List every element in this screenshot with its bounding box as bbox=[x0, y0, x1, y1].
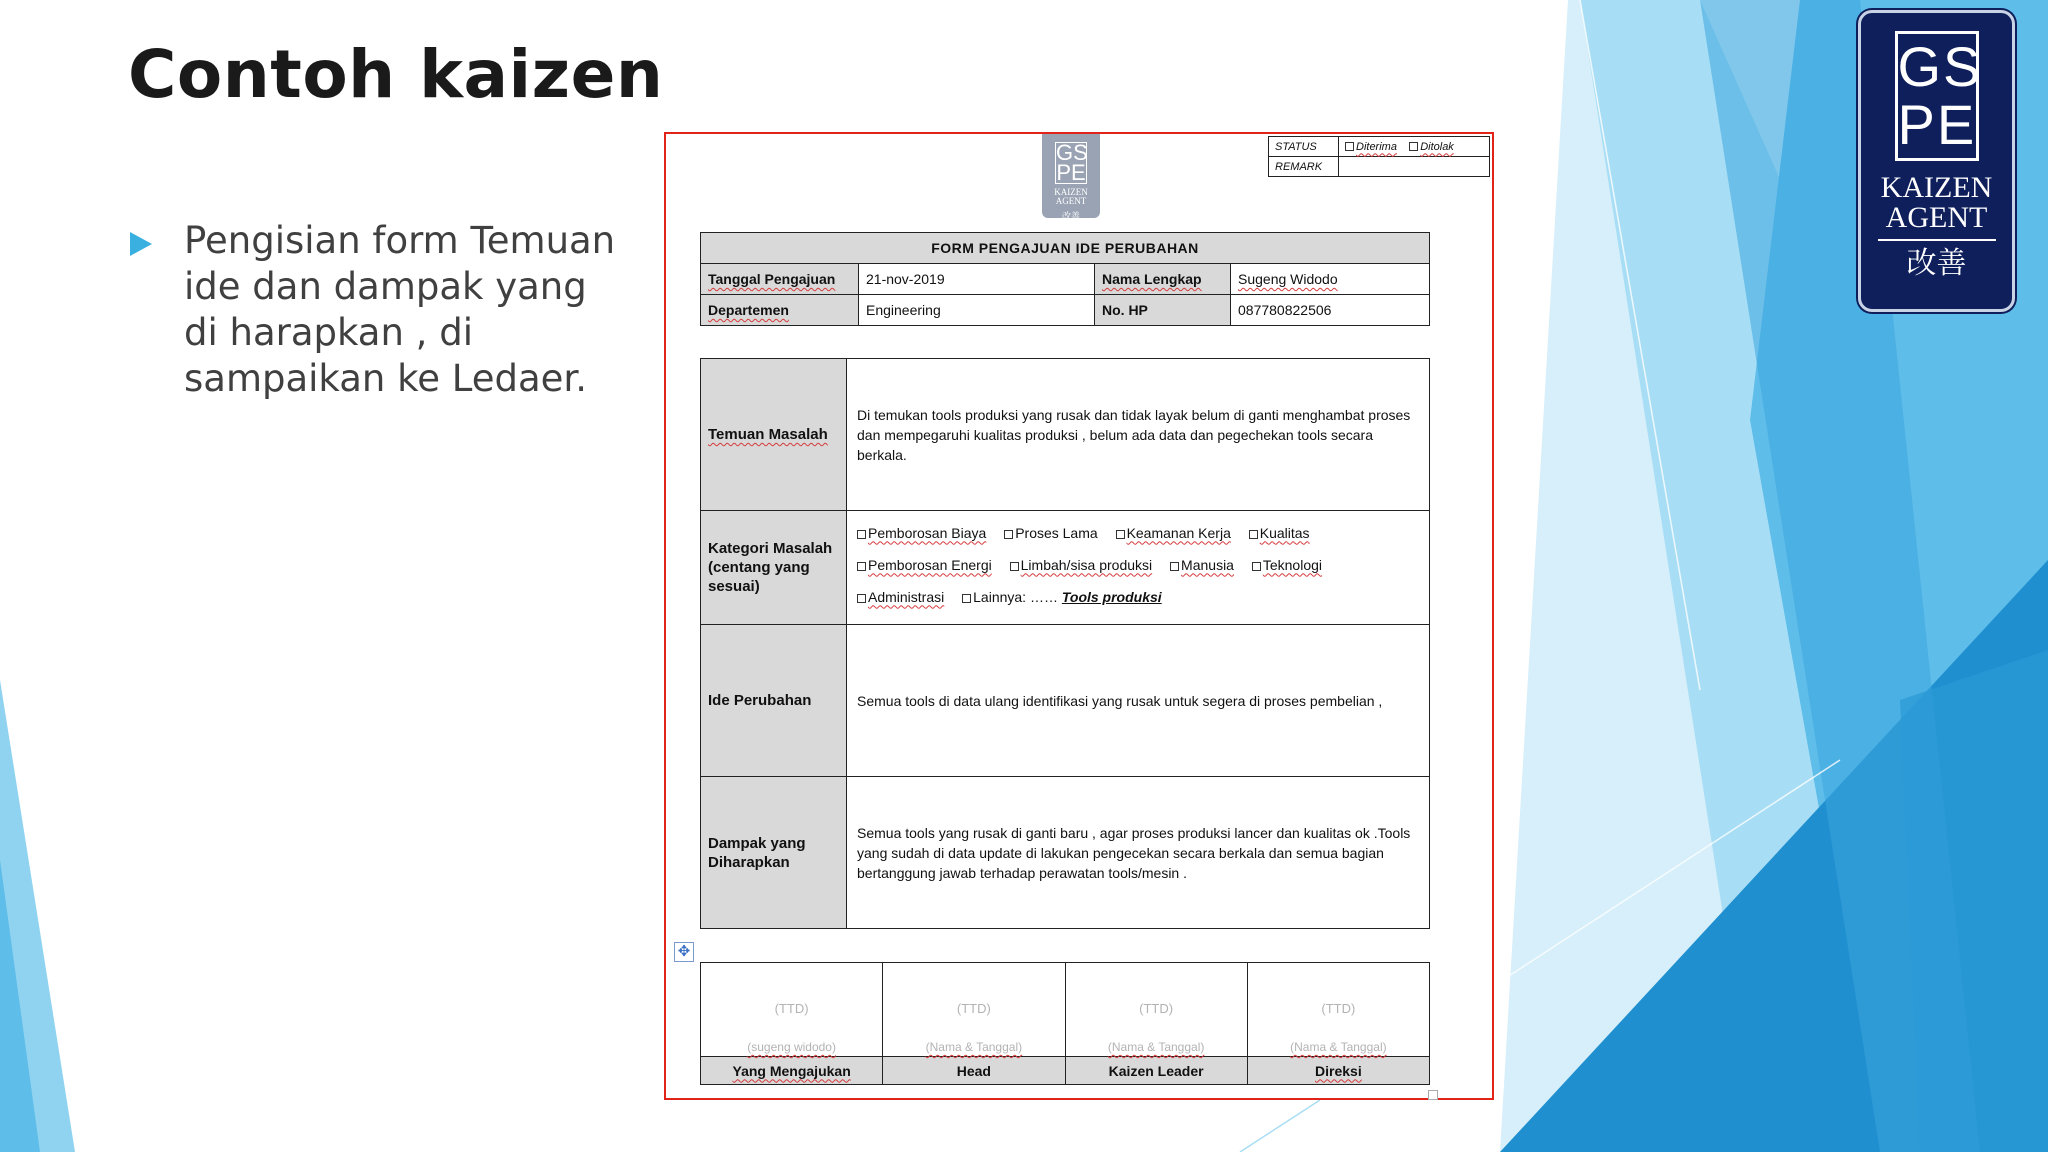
signature-cell[interactable] bbox=[1247, 963, 1429, 1057]
form-logo-name bbox=[1042, 188, 1100, 206]
checkbox-icon bbox=[962, 594, 971, 603]
checkbox-icon bbox=[1249, 530, 1258, 539]
ide-value[interactable]: Semua tools di data ulang identifikasi yang rusak untuk segera di proses pembelian , bbox=[847, 625, 1430, 777]
departemen-label-text: Departemen bbox=[708, 302, 789, 318]
checkbox-icon bbox=[857, 562, 866, 571]
signature-role bbox=[1247, 1057, 1429, 1085]
temuan-label bbox=[701, 359, 847, 511]
dampak-label: Dampak yang Diharapkan bbox=[701, 777, 847, 929]
signature-name: (Nama & Tanggal) bbox=[1107, 1040, 1205, 1054]
nama-value-text: Sugeng Widodo bbox=[1238, 271, 1338, 287]
signature-ttd: (TTD) bbox=[1139, 1001, 1174, 1016]
checkbox-icon bbox=[1252, 562, 1261, 571]
nama-label-text: Nama Lengkap bbox=[1102, 271, 1202, 287]
departemen-label bbox=[701, 295, 859, 326]
kategori-option[interactable] bbox=[1116, 525, 1231, 541]
tanggal-label-text: Tanggal Pengajuan bbox=[708, 271, 836, 287]
signature-cell[interactable] bbox=[701, 963, 883, 1057]
remark-label: REMARK bbox=[1269, 157, 1339, 177]
temuan-label-text: Temuan Masalah bbox=[708, 426, 828, 443]
checkbox-icon bbox=[1170, 562, 1179, 571]
accepted-label: Diterima bbox=[1356, 140, 1397, 153]
signature-cell[interactable] bbox=[1065, 963, 1247, 1057]
signature-table bbox=[700, 962, 1430, 1085]
kaizen-form-document bbox=[664, 132, 1494, 1100]
kategori-options bbox=[847, 511, 1430, 625]
nama-label bbox=[1095, 264, 1231, 295]
signature-cell[interactable] bbox=[883, 963, 1065, 1057]
signature-name: (sugeng widodo) bbox=[747, 1040, 836, 1054]
gspe-logo bbox=[1858, 10, 2015, 312]
form-main-table bbox=[700, 358, 1430, 929]
logo-monogram bbox=[1895, 31, 1983, 161]
hp-label: No. HP bbox=[1095, 295, 1231, 326]
kategori-option[interactable] bbox=[1004, 525, 1097, 541]
kategori-option-label: Pemborosan Energi bbox=[868, 556, 992, 573]
table-move-handle-icon[interactable]: ✥ bbox=[674, 942, 694, 962]
bg-line-3 bbox=[1240, 1100, 1320, 1152]
checkbox-icon bbox=[857, 594, 866, 603]
form-logo-line1: KAIZEN bbox=[1054, 187, 1088, 197]
kategori-option-label: Kualitas bbox=[1259, 524, 1310, 541]
logo-name bbox=[1861, 173, 2012, 233]
kategori-option[interactable] bbox=[1252, 557, 1322, 573]
signature-ttd: (TTD) bbox=[1321, 1001, 1356, 1016]
kategori-option[interactable] bbox=[857, 557, 992, 573]
logo-mono-bottom: PE bbox=[1897, 93, 1977, 156]
logo-line1: KAIZEN bbox=[1880, 171, 1993, 204]
signature-role: Head bbox=[883, 1057, 1065, 1085]
bg-shape-lower bbox=[1900, 650, 2048, 1152]
kategori-option-label: Keamanan Kerja bbox=[1126, 524, 1231, 541]
status-label: STATUS bbox=[1269, 137, 1339, 157]
temuan-value[interactable]: Di temukan tools produksi yang rusak dan tidak layak belum di ganti menghambat proses dan mempegaruhi kualitas produksi , belum ada data dan pegechekan tools secara berkala. bbox=[847, 359, 1430, 511]
signature-role bbox=[701, 1057, 883, 1085]
status-box bbox=[1268, 136, 1490, 177]
checkbox-icon bbox=[1010, 562, 1019, 571]
accepted-checkbox[interactable] bbox=[1345, 142, 1354, 151]
kategori-option-label: Manusia bbox=[1181, 556, 1234, 573]
form-header-table bbox=[700, 232, 1430, 326]
signature-role: Kaizen Leader bbox=[1065, 1057, 1247, 1085]
kategori-row-1 bbox=[857, 523, 1419, 543]
form-logo bbox=[1042, 134, 1100, 221]
form-logo-mono-bottom: PE bbox=[1056, 160, 1086, 185]
signature-name: (Nama & Tanggal) bbox=[925, 1040, 1023, 1054]
kategori-option-label: Pemborosan Biaya bbox=[868, 524, 987, 541]
kategori-option[interactable] bbox=[857, 525, 986, 541]
kategori-other-value[interactable]: Tools produksi bbox=[1061, 588, 1162, 605]
checkbox-icon bbox=[1004, 530, 1013, 539]
slide-title: Contoh kaizen bbox=[128, 36, 664, 113]
logo-line2: AGENT bbox=[1885, 201, 1988, 234]
hp-value[interactable]: 087780822506 bbox=[1231, 295, 1430, 326]
kategori-option[interactable] bbox=[1010, 557, 1153, 573]
kategori-option-label: Lainnya: …… bbox=[973, 588, 1058, 605]
status-options bbox=[1339, 137, 1490, 157]
signature-ttd: (TTD) bbox=[774, 1001, 809, 1016]
kategori-label: Kategori Masalah (centang yang sesuai) bbox=[701, 511, 847, 625]
tanggal-value[interactable]: 21-nov-2019 bbox=[859, 264, 1095, 295]
kategori-option-label: Teknologi bbox=[1262, 556, 1323, 573]
bullet-arrow-icon bbox=[130, 232, 152, 256]
logo-mono-top: GS bbox=[1897, 35, 1983, 98]
tanggal-label bbox=[701, 264, 859, 295]
departemen-value[interactable]: Engineering bbox=[859, 295, 1095, 326]
checkbox-icon bbox=[1116, 530, 1125, 539]
kategori-option-other[interactable] bbox=[962, 589, 1058, 605]
nama-value[interactable] bbox=[1231, 264, 1430, 295]
kategori-option[interactable] bbox=[857, 589, 944, 605]
logo-rule bbox=[1878, 239, 1996, 241]
kategori-option-label: Proses Lama bbox=[1015, 524, 1098, 541]
ide-label: Ide Perubahan bbox=[701, 625, 847, 777]
rejected-label: Ditolak bbox=[1420, 140, 1454, 153]
signature-ttd: (TTD) bbox=[956, 1001, 991, 1016]
bullet-item bbox=[130, 218, 630, 402]
kategori-option-label: Limbah/sisa produksi bbox=[1020, 556, 1153, 573]
signature-role-text: Direksi bbox=[1315, 1062, 1362, 1079]
form-logo-kanji: 改善 bbox=[1061, 211, 1080, 221]
kategori-option-label: Administrasi bbox=[868, 588, 945, 605]
bullet-text: Pengisian form Temuan ide dan dampak yang di harapkan , di sampaikan ke Ledaer. bbox=[184, 219, 616, 400]
kategori-option[interactable] bbox=[1249, 525, 1310, 541]
kategori-row-2 bbox=[857, 555, 1419, 575]
signature-role-text: Yang Mengajukan bbox=[732, 1062, 851, 1079]
form-title: FORM PENGAJUAN IDE PERUBAHAN bbox=[701, 233, 1430, 264]
checkbox-icon bbox=[857, 530, 866, 539]
form-logo-line2: AGENT bbox=[1055, 196, 1087, 206]
rejected-checkbox[interactable] bbox=[1409, 142, 1418, 151]
signature-name: (Nama & Tanggal) bbox=[1290, 1040, 1387, 1054]
kategori-option[interactable] bbox=[1170, 557, 1234, 573]
table-resize-handle[interactable] bbox=[1428, 1090, 1438, 1100]
dampak-value[interactable]: Semua tools yang rusak di ganti baru , agar proses produksi lancer dan kualitas ok .Tools yang sudah di data update di lakukan pengecekan secara berkala dan semua bagian bertanggung jawab terhadap perawatan tools/mesin . bbox=[847, 777, 1430, 929]
remark-value[interactable] bbox=[1339, 157, 1490, 177]
logo-kanji: 改善 bbox=[1906, 246, 1967, 281]
form-logo-mono-top: GS bbox=[1056, 140, 1088, 165]
form-logo-monogram bbox=[1055, 142, 1087, 184]
kategori-row-3 bbox=[857, 587, 1419, 607]
